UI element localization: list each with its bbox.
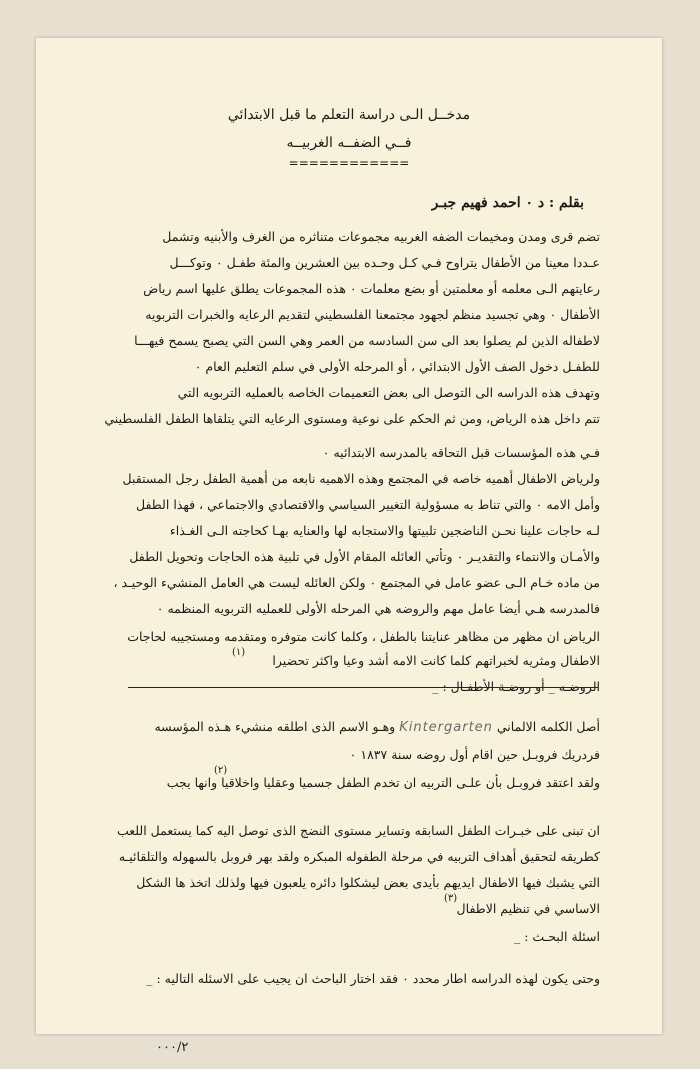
- footnote-line: الاساسي في تنظيم الاطفال: [456, 901, 600, 916]
- author-line: بقلم : د ٠ احمد فهيم جبـر: [431, 195, 584, 211]
- closing-line: وحتى يكون لهذه الدراسه اطار محدد ٠ فقد اختار الباحث ان يجيب على الاسئله التاليه : _: [146, 971, 600, 986]
- paragraph-line: رعايتهم الـى معلمه أو معلمتين أو بضع معلمات ٠ هذه المجموعات يطلق عليها اسم رياض: [143, 281, 600, 296]
- paragraph-line: فـي هذه المؤسسات قبل التحاقه بالمدرسه الابتدائيه ٠: [322, 445, 600, 460]
- paragraph-line: لاطفاله الذين لم يصلوا بعد الى سن السادسه من العمر وهي السن التي يصبح يسمح فيهـــا: [134, 333, 600, 348]
- section-heading: اسئلة البحـث : _: [514, 929, 600, 944]
- paragraph-line: الرياض ان مظهر من مظاهر عنايتنا بالطفل ، وكلما كانت متوفره ومتقدمه ومستجيبه لحاجات: [127, 629, 600, 644]
- footnote-marker: (٢): [214, 765, 228, 776]
- paragraph-line: الاطفال ومثريه لخبراتهم كلما كانت الامه أشد وعيا واكثر تحضيرا: [272, 653, 600, 668]
- footnote-text: وهـو الاسم الذى اطلقه منشيء هـذه المؤسسه: [154, 719, 396, 734]
- page-number: ٠٠٠/٢: [156, 1040, 189, 1055]
- paragraph-line: عـددا معينا من الأطفال يتراوح فـي كـل وحـده بين العشرين والمئة طفـل ٠ وتوكـــل: [169, 255, 600, 270]
- footnote-line: فردريك فروبـل حين اقام أول روضه سنة ١٨٣٧ ٠: [349, 747, 600, 762]
- paragraph-line: ولرياض الاطفال أهميه خاصه في المجتمع وهذه الاهميه نابعه من أهمية الطفل رجل المستقبل: [122, 471, 600, 486]
- footnote-line: ان تبنى على خبـرات الطفل السابقه وتساير مستوى النضج الذى توصل اليه كما يستعمل اللعب: [116, 823, 600, 838]
- paragraph-line: تتم داخل هذه الرياض، ومن ثم الحكم على نوعية ومستوى الرعايه التي يتلقاها الطفل الفلسطيني: [104, 411, 600, 426]
- document-body: [36, 38, 662, 1055]
- paragraph-line: لـه حاجات علينا نحـن الناضجين تلبيتها والاستجابه لها والعنايه بهـا كحاجته الـى الغـذاء: [169, 523, 600, 538]
- paragraph-line: الأطفال ٠ وهي تجسيد منظم لجهود مجتمعنا الفلسطيني لتقديم الرعايه والخبرات التربويه: [145, 307, 600, 322]
- footnote-text: أصل الكلمه الالماني: [496, 719, 600, 734]
- footnote-line: كطريقه لتحقيق أهداف التربيه في مرحلة الطفوله المبكره ولقد بهر فروبل بالسهوله والتلقائيـه: [118, 849, 600, 864]
- paragraph-line: فالمدرسه هـي أيضا عامل مهم والروضه هي المرحله الأولى للعمليه التربويه المنظمه ٠: [156, 601, 600, 616]
- footnote-line: ولقد اعتقد فروبـل بأن علـى التربيه ان تخدم الطفل جسميا وعقليا واخلاقيا وانها يجب: [166, 775, 600, 790]
- footnote-latin-term: Kintergarten: [399, 720, 493, 735]
- footnote-marker: (٣): [444, 893, 458, 904]
- paragraph-line: وتهدف هذه الدراسه الى التوصل الى بعض التعميمات الخاصه بالعمليه التربويه التي: [177, 385, 600, 400]
- paragraph-line: والأمـان والانتماء والتقديـر ٠ وتأتي العائله المقام الأول في تلبية هذه الحاجات وتحويل الطفل: [129, 549, 600, 564]
- paragraph-line: من ماده خـام الـى عضو عامل في المجتمع ٠ ولكن العائله ليست هي العامل المنشيء الوحيـد ،: [113, 575, 600, 590]
- paragraph-line: تضم قرى ومدن ومخيمات الضفه الغربيه مجموعات متناثره من الغرف والأبنيه وتشمل: [162, 229, 600, 244]
- footnote-line: [154, 718, 600, 737]
- footnote-marker: (١): [232, 647, 246, 658]
- paragraph-line: للطفـل دخول الصف الأول الابتدائي ، أو المرحله الأولى في سلم التعليم العام ٠: [194, 359, 600, 374]
- document-title: مدخــل الـى دراسة التعلم ما قبل الابتدائي: [227, 107, 471, 123]
- document-page: [36, 38, 662, 1055]
- footnote-line: التي يشبك فيها الاطفال ايديهم بأيدى بعض ليشكلوا دائره يلعبون فيها ولذلك اتخذ ها الشكل: [136, 875, 600, 890]
- section-heading: الروضـه _ أو روضـة الأطفـال : _: [432, 679, 600, 694]
- title-underline: ============: [288, 156, 410, 170]
- paragraph-line: وأمل الامه ٠ والتي تناط به مسؤولية التغيير السياسي والاقتصادي والاجتماعي ، فهذا الطفل: [136, 497, 600, 512]
- footnote-separator: [128, 687, 598, 688]
- document-subtitle: فــي الضفــه الغربيــه: [286, 135, 412, 151]
